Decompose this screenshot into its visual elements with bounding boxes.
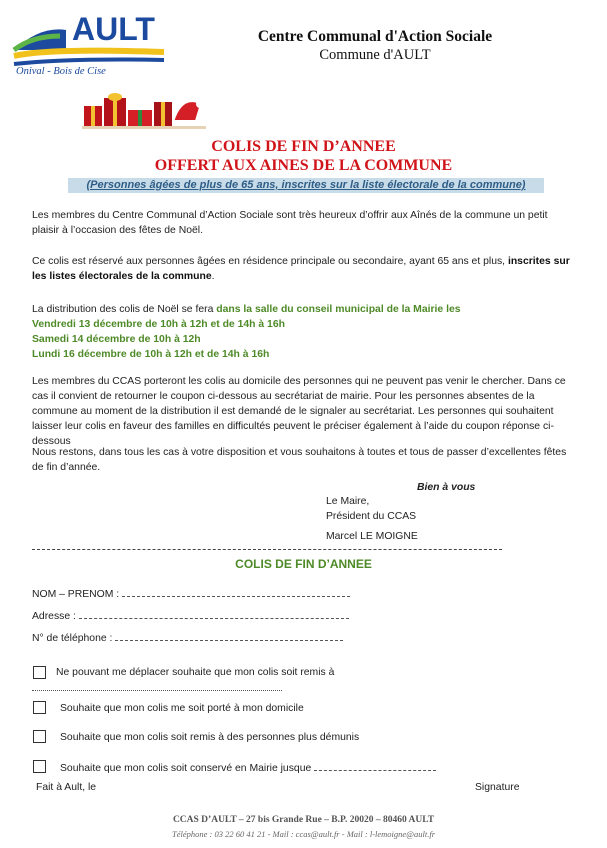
option-4-text: Souhaite que mon colis soit conservé en Mairie jusque	[60, 763, 312, 774]
title-line2: OFFERT AUX AINES DE LA COMMUNE	[154, 157, 453, 174]
distribution-intro: La distribution des colis de Noël se fera	[32, 304, 217, 315]
title-line1: COLIS DE FIN D’ANNEE	[211, 138, 396, 155]
footer-contact: Téléphone : 03 22 60 41 21 - Mail : ccas@ault.fr - Mail : l-lemoigne@ault.fr	[171, 829, 436, 839]
eligibility-end: .	[211, 271, 215, 282]
eligibility-bold: inscrites sur les listes électorales de la commune	[32, 256, 570, 282]
coupon-title: COLIS DE FIN D’ANNEE	[235, 557, 372, 571]
phone-label: N° de téléphone :	[32, 633, 113, 644]
ault-logo	[10, 6, 166, 78]
signature-label: Signature	[475, 782, 520, 793]
christmas-gifts-image	[82, 92, 206, 130]
option-1-label: Ne pouvant me déplacer souhaite que mon colis soit remis à	[56, 667, 335, 678]
footer-address: CCAS D’AULT – 27 bis Grande Rue – B.P. 20020 – 80460 AULT	[172, 815, 435, 825]
paragraph-eligibility	[32, 254, 577, 284]
distribution-date-3: Lundi 16 décembre de 10h à 12h et de 14h à 16h	[32, 349, 270, 360]
title-subtitle-box	[68, 178, 544, 193]
closing-role1: Le Maire,	[326, 496, 370, 507]
distribution-date-2: Samedi 14 décembre de 10h à 12h	[32, 334, 201, 345]
address-field[interactable]	[79, 610, 349, 619]
paragraph-intro: Les membres du Centre Communal d’Action Sociale sont très heureux d’offrir aux Aînés de la commune un petit plaisir à l’occasion des fêtes de Noël.	[32, 210, 548, 236]
name-field[interactable]	[122, 588, 350, 597]
place-date: Fait à Ault, le	[36, 782, 97, 793]
option-4-label	[60, 762, 436, 774]
option-3-checkbox[interactable]	[33, 730, 46, 743]
option-4-date-field[interactable]	[314, 762, 436, 771]
option-1-fill-line[interactable]	[32, 690, 282, 691]
logo-subtitle: Onival - Bois de Cise	[16, 66, 106, 77]
option-2-checkbox[interactable]	[33, 701, 46, 714]
cut-line	[32, 549, 502, 550]
option-3-label: Souhaite que mon colis soit remis à des personnes plus démunis	[60, 732, 360, 743]
closing-greeting: Bien à vous	[417, 482, 476, 493]
logo-name: AULT	[72, 11, 155, 47]
coupon-name-row	[32, 588, 350, 600]
header-org: Centre Communal d'Action Sociale	[257, 28, 493, 45]
closing-name: Marcel LE MOIGNE	[326, 531, 418, 542]
option-2-label: Souhaite que mon colis me soit porté à mon domicile	[60, 703, 304, 714]
distribution-date-1: Vendredi 13 décembre de 10h à 12h et de 14h à 16h	[32, 319, 285, 330]
title-subtitle: (Personnes âgées de plus de 65 ans, inscrites sur la liste électorale de la commune)	[86, 179, 526, 191]
option-1-checkbox[interactable]	[33, 666, 46, 679]
paragraph-delivery: Les membres du CCAS porteront les colis au domicile des personnes qui ne peuvent pas venir le chercher. Dans ce cas il convient de retourner le coupon ci-dessous au secrétariat de mairie. Pour les personnes absentes de la commune au moment de la distribution il est demandé de le signaler au secrétariat. Les personnes qui souhaitent laisser leur colis en faveur des familles en difficultés peuvent le préciser également à l’aide du coupon réponse ci-dessous	[32, 376, 566, 447]
eligibility-text: Ce colis est réservé aux personnes âgées en résidence principale ou secondaire, ayant 65 ans et plus,	[32, 256, 508, 267]
coupon-address-row	[32, 610, 349, 622]
phone-field[interactable]	[115, 632, 343, 641]
paragraph-distribution	[32, 302, 577, 362]
distribution-place: dans la salle du conseil municipal de la Mairie les	[216, 304, 461, 315]
paragraph-wishes: Nous restons, dans tous les cas à votre disposition et vous souhaitons à toutes et tous de passer d’excellentes fêtes de fin d’année.	[32, 447, 567, 473]
address-label: Adresse :	[32, 611, 76, 622]
option-4-checkbox[interactable]	[33, 760, 46, 773]
coupon-phone-row	[32, 632, 343, 644]
closing-role2: Président du CCAS	[326, 511, 417, 522]
header-commune: Commune d'AULT	[319, 47, 431, 63]
name-label: NOM – PRENOM :	[32, 589, 120, 600]
